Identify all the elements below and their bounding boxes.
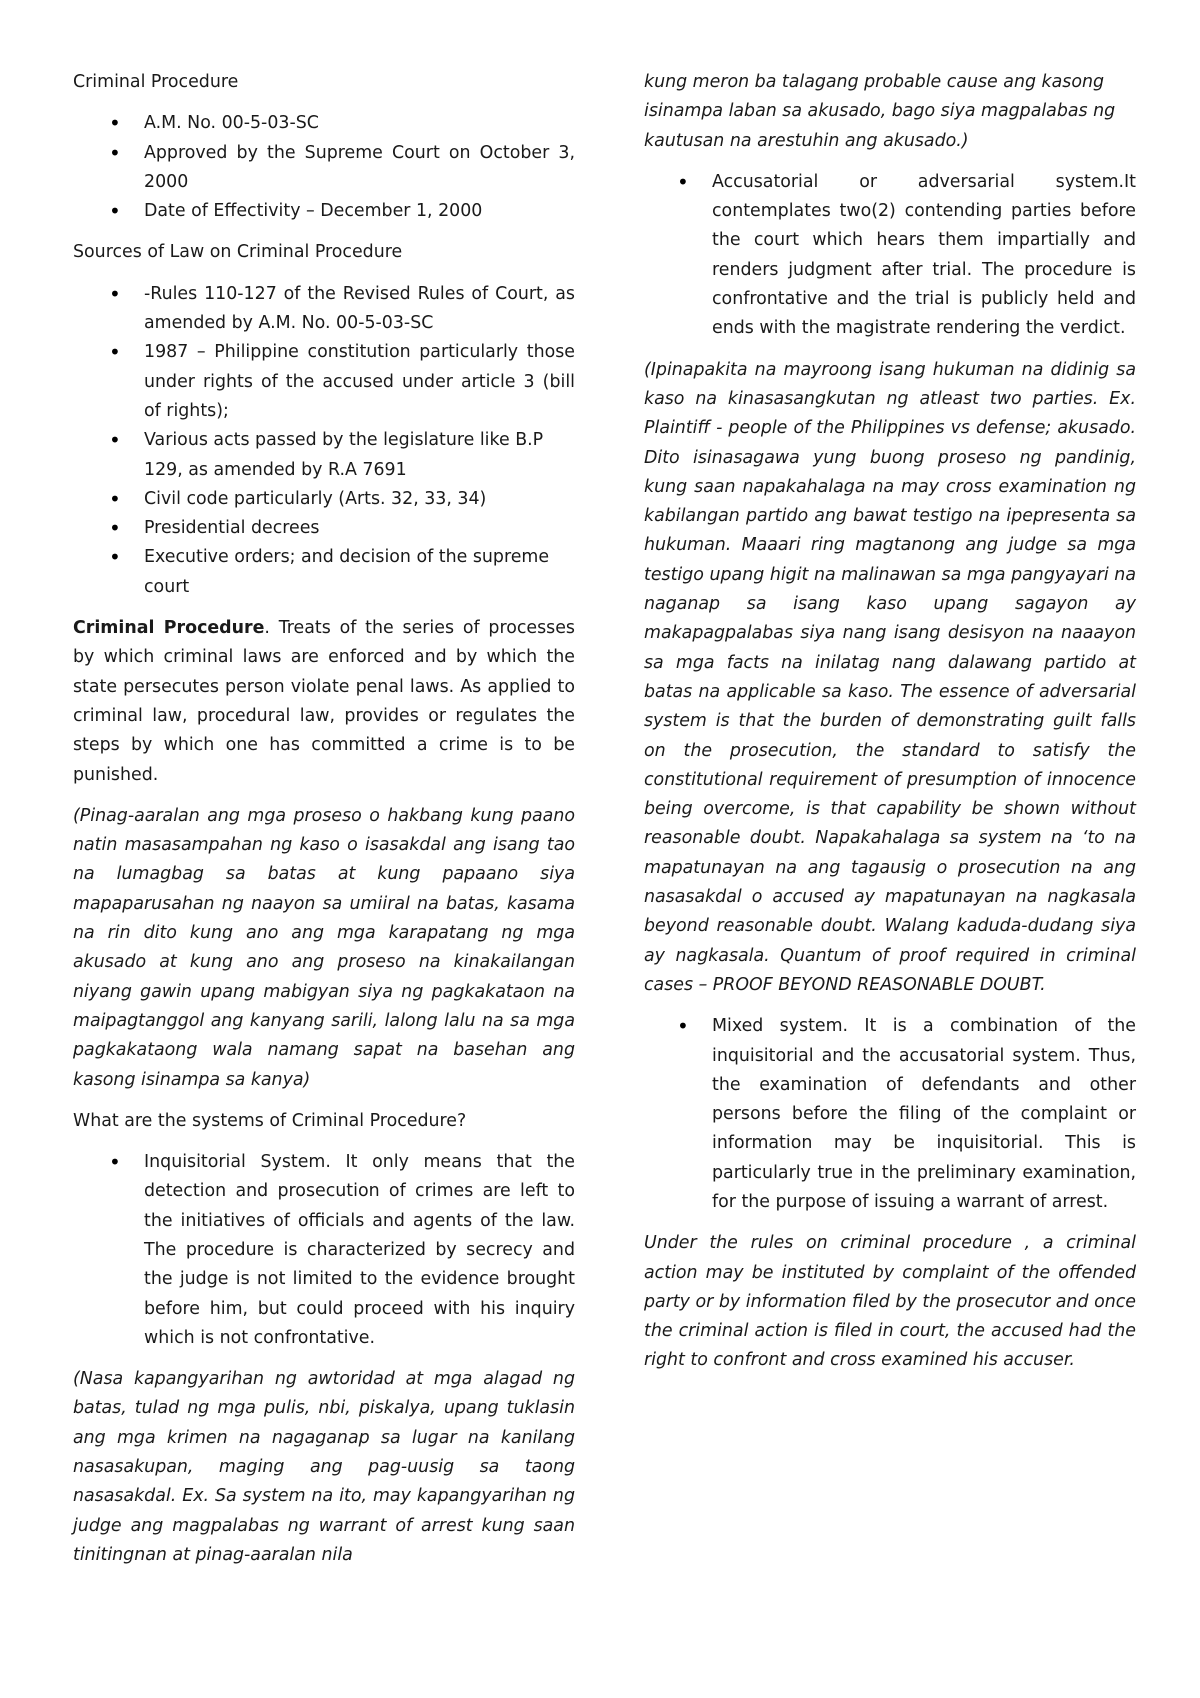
- left-column: [73, 68, 575, 1582]
- definition-text: . Treats of the series of processes by which criminal laws are enforced and by which the state persecutes person violate penal laws. As applied to criminal law, procedural law, provides or regulates the steps by which one has committed a crime is to be punished.: [73, 618, 575, 785]
- list-item: • Executive orders; and decision of the supreme court: [73, 543, 575, 602]
- title-details-list: [73, 109, 575, 226]
- inquisitorial-translation-start: (Nasa kapangyarihan ng awtoridad at mga alagad ng batas, tulad ng mga pulis, nbi, piskalya, upang tuklasin ang mga krimen na nagaganap sa lugar na kanilang nasasakupan, maging ang pag-uusig sa taong nasasakdal. Ex. Sa system na ito, may kapangyarihan ng judge ang magpalabas ng warrant of arrest kung saan tinitingnan at pinag-aaralan nila: [73, 1369, 575, 1565]
- definition-translation: (Pinag-aaralan ang mga proseso o hakbang kung paano natin masasampahan ng kaso o isasakdal ang isang tao na lumagbag sa batas at kung papaano siya mapaparusahan ng naayon sa umiiral na batas, kasama na rin dito kung ano ang mga karapatang ng mga akusado at kung ano ang proseso na kinakailangan niyang gawin upang mabigyan siya ng pagkakataon na maipagtanggol ang kanyang sarili, lalong lalu na sa mga pagkakataong wala namang sapat na basehan ang kasong isinampa sa kanya): [73, 805, 575, 1090]
- list-item: • Date of Effectivity – December 1, 2000: [73, 197, 575, 226]
- inquisitorial-system-item: • Inquisitorial System. It only means that the detection and prosecution of crimes are left to the initiatives of officials and agents of the law. The procedure is characterized by secrecy and the judge is not limited to the evidence brought before him, but could proceed with his inquiry which is not confrontative.: [73, 1148, 575, 1353]
- list-item: • 1987 – Philippine constitution particularly those under rights of the accused under article 3 (bill of rights);: [73, 338, 575, 426]
- list-item: • Approved by the Supreme Court on October 3, 2000: [73, 139, 575, 198]
- systems-list-right-1: [644, 168, 1136, 344]
- systems-list-right-2: [644, 1012, 1136, 1217]
- list-item: • Various acts passed by the legislature like B.P 129, as amended by R.A 7691: [73, 426, 575, 485]
- systems-question: What are the systems of Criminal Procedure?: [73, 1110, 467, 1131]
- definition-term: Criminal Procedure: [73, 618, 265, 639]
- list-item: • Civil code particularly (Arts. 32, 33, 34): [73, 485, 575, 514]
- inquisitorial-translation-end: kung meron ba talagang probable cause ang kasong isinampa laban sa akusado, bago siya magpalabas ng kautusan na arestuhin ang akusado.): [644, 72, 1116, 151]
- right-column: [644, 68, 1136, 1388]
- sources-list: [73, 280, 575, 602]
- closing-paragraph: Under the rules on criminal procedure , a criminal action may be instituted by complaint of the offended party or by information filed by the prosecutor and once the criminal action is filed in court, the accused had the right to confront and cross examined his accuser.: [644, 1233, 1136, 1371]
- sources-heading: Sources of Law on Criminal Procedure: [73, 242, 403, 263]
- systems-list-left: [73, 1148, 575, 1353]
- definition-paragraph: [73, 614, 575, 790]
- document-title: Criminal Procedure: [73, 72, 239, 92]
- mixed-system-item: • Mixed system. It is a combination of the inquisitorial and the accusatorial system. Thus, the examination of defendants and other persons before the filing of the complaint or information may be inquisitorial. This is particularly true in the preliminary examination, for the purpose of issuing a warrant of arrest.: [644, 1012, 1136, 1217]
- list-item: • A.M. No. 00-5-03-SC: [73, 109, 575, 138]
- list-item: • -Rules 110-127 of the Revised Rules of Court, as amended by A.M. No. 00-5-03-SC: [73, 280, 575, 339]
- accusatorial-translation: (Ipinapakita na mayroong isang hukuman na didinig sa kaso na kinasasangkutan ng atleast two parties. Ex. Plaintiff - people of the Philippines vs defense; akusado. Dito isinasagawa yung buong proseso ng pandinig, kung saan napakahalaga na may cross examination ng kabilangan partido ang bawat testigo na ipepresenta sa hukuman. Maaari ring magtanong ang judge sa mga testigo upang higit na malinawan sa mga pangyayari na naganap sa isang kaso upang sagayon ay makapagpalabas siya nang isang desisyon na naaayon sa mga facts na inilatag nang dalawang partido at batas na applicable sa kaso. The essence of adversarial system is that the burden of demonstrating guilt falls on the prosecution, the standard to satisfy the constitutional requirement of presumption of innocence being overcome, is that capability be shown without reasonable doubt. Napakahalaga sa system na ‘to na mapatunayan na ang tagausig o prosecution na ang nasasakdal o accused ay mapatunayan na nagkasala beyond reasonable doubt. Walang kaduda-dudang siya ay nagkasala. Quantum of proof required in criminal cases – PROOF BEYOND REASONABLE DOUBT.: [644, 359, 1136, 995]
- accusatorial-system-item: • Accusatorial or adversarial system.It contemplates two(2) contending parties before the court which hears them impartially and renders judgment after trial. The procedure is confrontative and the trial is publicly held and ends with the magistrate rendering the verdict.: [644, 168, 1136, 344]
- list-item: • Presidential decrees: [73, 514, 575, 543]
